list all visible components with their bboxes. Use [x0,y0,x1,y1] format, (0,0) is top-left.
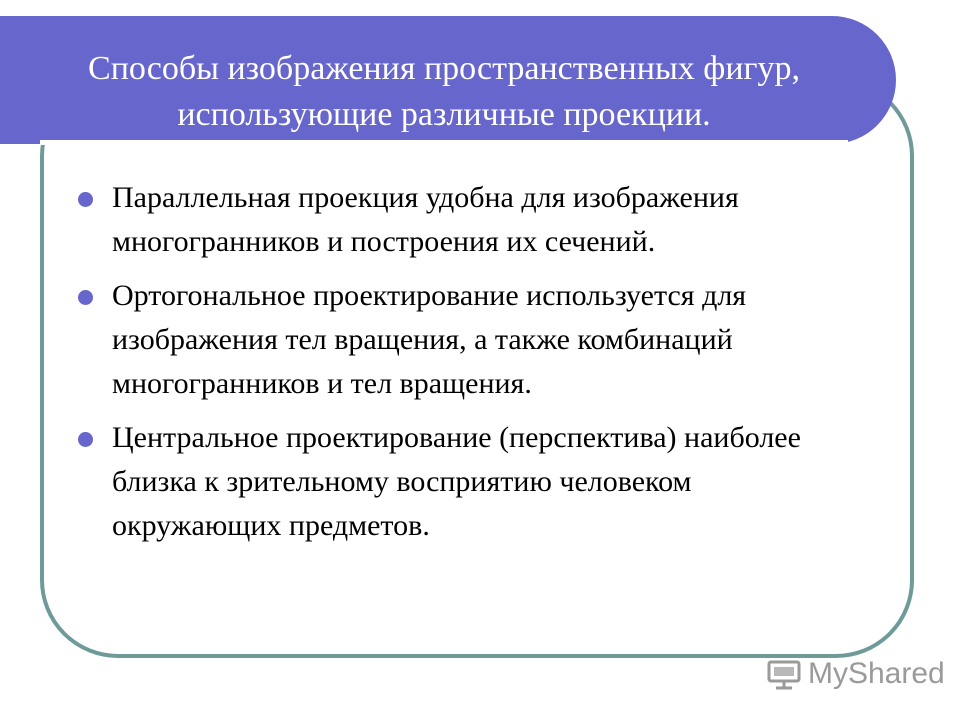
bullet-dot [78,290,93,305]
bullet-dot [78,192,93,207]
bullet-text: Параллельная проекция удобна для изображения многогранников и построения их сечений. [112,181,739,258]
bullet-item-central [72,416,862,548]
bullet-list [72,176,862,558]
bullet-text: Ортогональное проектирование используется для изображения тел вращения, а также комбинаций многогранников и тел вращения. [112,279,747,400]
watermark-text: MyShared [808,657,945,690]
presentation-icon [766,658,802,690]
bullet-text: Центральное проектирование (перспектива) наиболее близка к зрительному восприятию человеком окружающих предметов. [112,421,801,542]
myshared-watermark [766,656,945,692]
slide-title [40,46,848,138]
slide-title-line-2: использующие различные проекции. [177,96,711,133]
bullet-item-orthogonal [72,274,862,406]
bullet-dot [78,432,93,447]
title-underline [40,140,848,145]
slide-title-line-1: Способы изображения пространственных фигур, [88,50,800,87]
bullet-item-parallel [72,176,862,264]
title-bar [0,16,896,144]
